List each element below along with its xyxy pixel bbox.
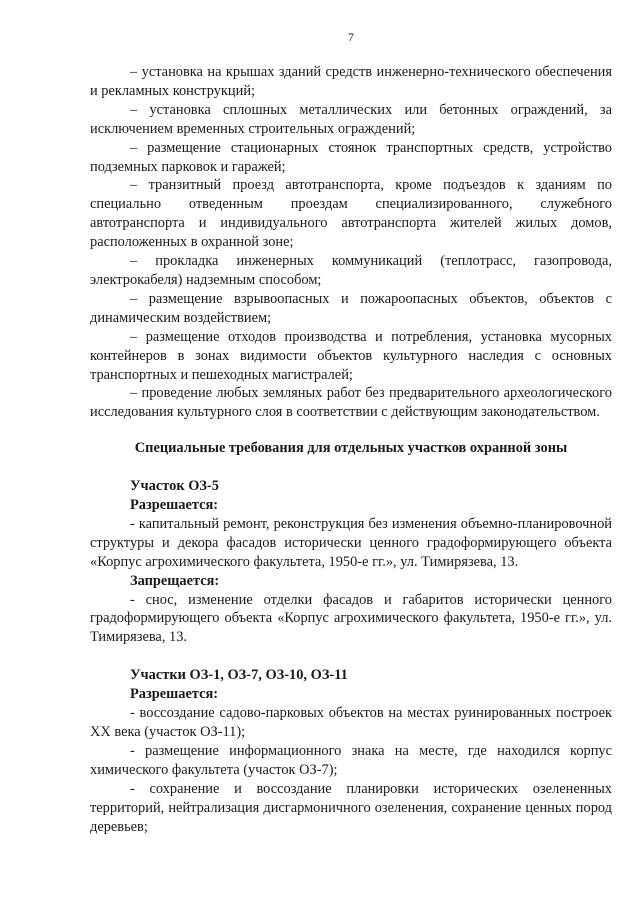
allowed-item: - воссоздание садово-парковых объектов на местах руинированных построек XX века (участок ОЗ-11); [90,705,612,740]
restriction-item: – транзитный проезд автотранспорта, кроме подъездов к зданиям по специально отведенным проездам специализированного, служебного автотранспорта и индивидуального автотранспорта жителей жилых домов, расположенных в охранной зоне; [90,177,612,251]
allowed-label: Разрешается: [130,497,219,514]
block-title-oz-group: Участки ОЗ-1, ОЗ-7, ОЗ-10, ОЗ-11 [130,667,348,684]
forbidden-item: - снос, изменение отделки фасадов и габаритов исторически ценного градоформирующего объекта «Корпус агрохимического факультета, 1950-е гг.», ул. Тимирязева, 13. [90,591,612,646]
document-body [90,63,612,836]
allowed-label: Разрешается: [130,686,219,703]
allowed-item: - капитальный ремонт, реконструкция без изменения объемно-планировочной структуры и декора фасадов исторически ценного градоформирующего объекта «Корпус агрохимического факультета, 1950-е гг.», ул. Тимирязева, 13. [90,515,612,570]
section-title: Специальные требования для отдельных участков охранной зоны [134,440,568,457]
allowed-item: - сохранение и воссоздание планировки исторических озелененных территорий, нейтрализация дисгармоничного озеленения, сохранение ценных пород деревьев; [90,780,612,835]
allowed-item: - размещение информационного знака на месте, где находился корпус химического факультета (участок ОЗ-7); [90,742,612,778]
restriction-item: – установка сплошных металлических или бетонных ограждений, за исключением временных строительных ограждений; [90,101,612,137]
page-number: 7 [348,30,354,44]
restriction-item: – установка на крышах зданий средств инженерно-технического обеспечения и рекламных конструкций; [90,64,612,99]
document-page [90,0,612,902]
restriction-item: – размещение стационарных стоянок транспортных средств, устройство подземных парковок и гаражей; [90,139,612,175]
restriction-item: – размещение взрывоопасных и пожароопасных объектов, объектов с динамическим воздействием; [90,290,612,326]
restriction-item: – размещение отходов производства и потребления, установка мусорных контейнеров в зонах видимости объектов культурного наследия с основных транспортных и пешеходных магистралей; [90,328,612,383]
restriction-item: – прокладка инженерных коммуникаций (теплотрасс, газопровода, электрокабеля) надземным способом; [90,253,612,288]
block-title-oz5: Участок ОЗ-5 [130,478,219,495]
restriction-item: – проведение любых земляных работ без предварительного археологического исследования культурного слоя в соответствии с действующим законодательством. [90,385,612,421]
forbidden-label: Запрещается: [130,572,220,589]
